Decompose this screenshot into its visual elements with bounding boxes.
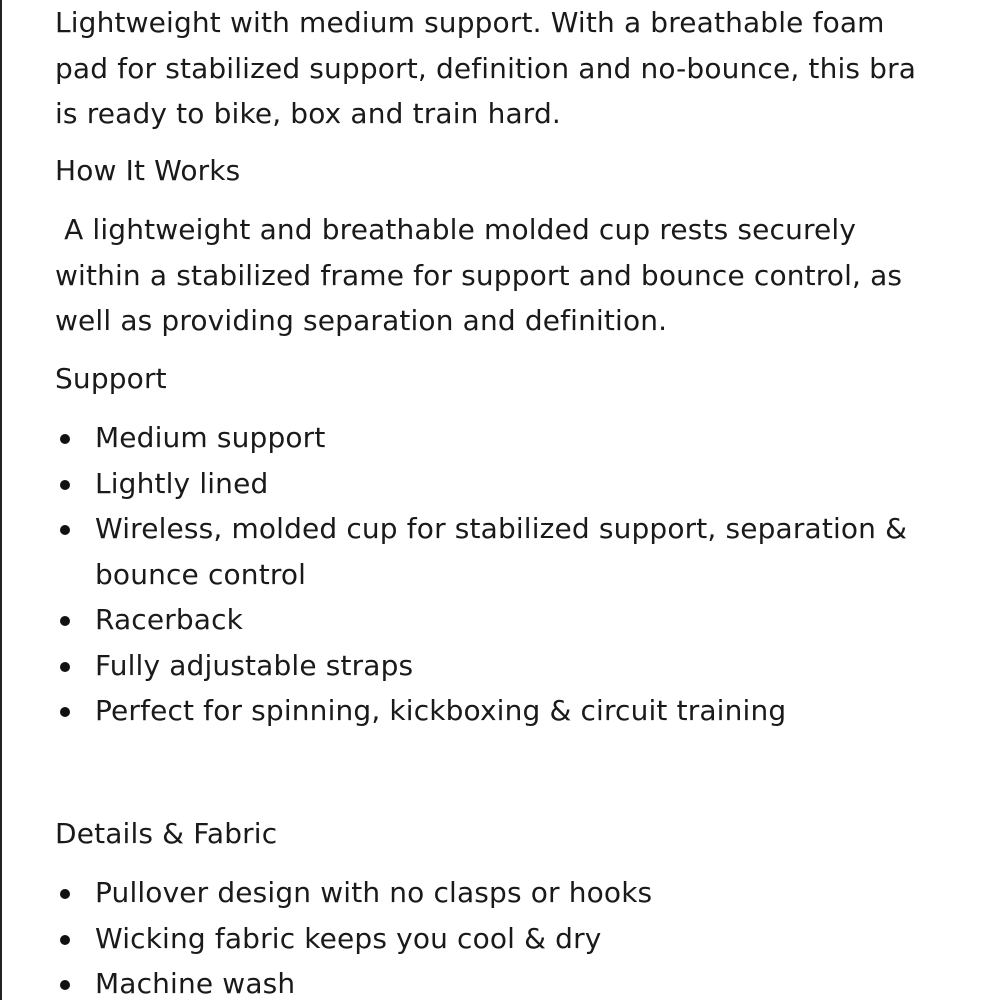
bullet-icon — [60, 889, 70, 899]
list-item-text: Perfect for spinning, kickboxing & circuit training — [95, 694, 787, 727]
list-item-text: Lightly lined — [95, 466, 269, 500]
list-item — [55, 415, 945, 461]
list-item-text: Medium support — [95, 421, 326, 454]
details-fabric-heading: Details & Fabric — [55, 817, 278, 850]
list-item-text: Pullover design with no clasps or hooks — [95, 876, 653, 909]
left-border — [0, 0, 2, 1000]
list-item-text: Racerback — [95, 603, 244, 636]
list-item — [55, 643, 945, 689]
bullet-icon — [60, 662, 70, 672]
intro-paragraph: Lightweight with medium support. With a breathable foam pad for stabilized support, definition and no-bounce, this bra is ready to bike, box and train hard. — [55, 6, 917, 130]
list-item — [55, 688, 945, 734]
details-list — [55, 870, 945, 1000]
list-item-text: Wireless, molded cup for stabilized support, separation & bounce control — [95, 512, 908, 591]
list-item — [55, 597, 945, 643]
bullet-icon — [60, 525, 70, 535]
how-it-works-heading: How It Works — [55, 154, 241, 187]
bullet-icon — [60, 707, 70, 717]
bullet-icon — [60, 480, 70, 490]
support-heading: Support — [55, 362, 167, 395]
list-item-text: Machine wash — [95, 967, 296, 1000]
bullet-icon — [60, 935, 70, 945]
bullet-icon — [60, 980, 70, 990]
list-item — [55, 916, 945, 962]
list-item — [55, 870, 945, 916]
list-item-text: Wicking fabric keeps you cool & dry — [95, 921, 602, 955]
support-list — [55, 415, 945, 734]
list-item — [55, 461, 945, 507]
list-item — [55, 506, 945, 597]
bullet-icon — [60, 434, 70, 444]
list-item-text: Fully adjustable straps — [95, 648, 414, 682]
list-item — [55, 961, 945, 1000]
bullet-icon — [60, 616, 70, 626]
how-it-works-paragraph: A lightweight and breathable molded cup rests securely within a stabilized frame for support and bounce control, as well as providing separation and definition. — [55, 213, 912, 337]
